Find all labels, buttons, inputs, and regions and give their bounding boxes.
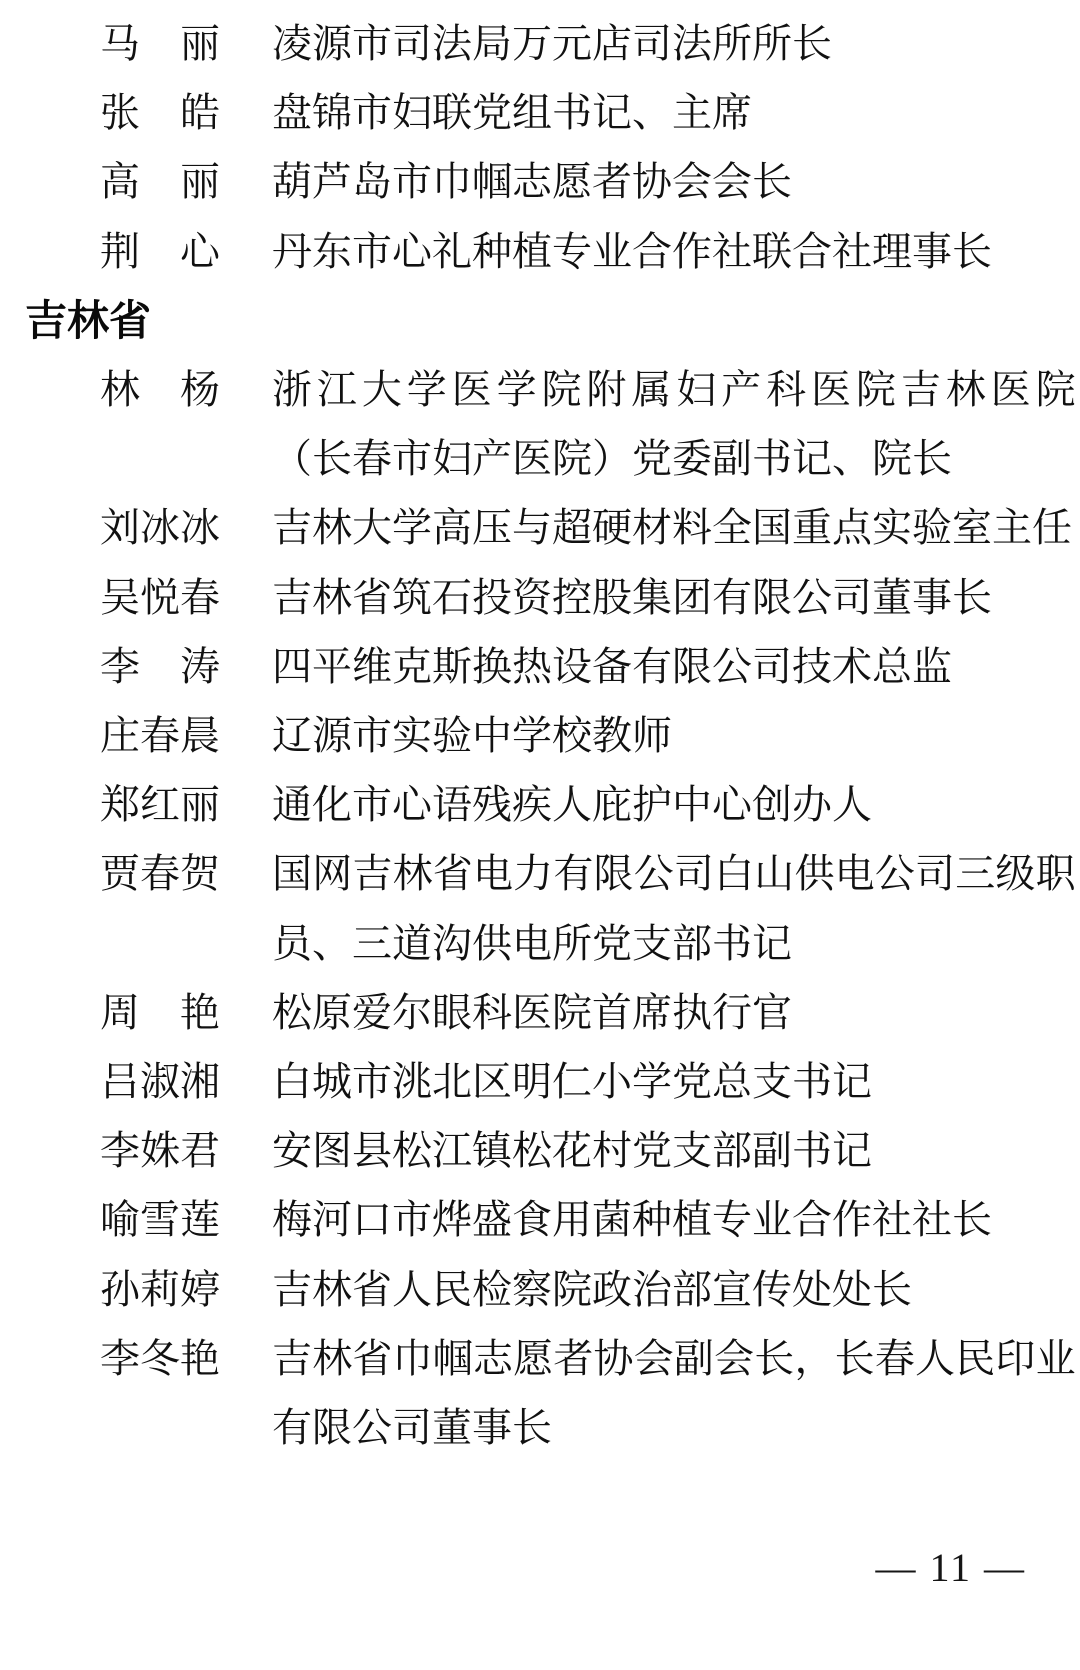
- person-position-line: 有限公司董事长: [272, 1405, 552, 1451]
- person-position-line: 吉林省筑石投资控股集团有限公司董事长: [272, 574, 992, 620]
- person-position-line: 盘锦市妇联党组书记、主席: [272, 90, 752, 136]
- person-name: 李 涛: [100, 643, 220, 689]
- person-position: [272, 563, 1072, 632]
- person-name: 马 丽: [100, 21, 220, 66]
- person-position-line: 凌源市司法局万元店司法所所长: [272, 21, 832, 66]
- list-item: [0, 770, 1080, 839]
- person-name: 郑红丽: [100, 782, 220, 828]
- person-name: 喻雪莲: [100, 1197, 220, 1243]
- person-position-line: 四平维克斯换热设备有限公司技术总监: [272, 643, 952, 689]
- person-position: [272, 1324, 1072, 1462]
- person-position: [272, 1116, 1072, 1185]
- person-position: [272, 1047, 1072, 1116]
- person-position: [272, 978, 1072, 1047]
- person-position-line: 安图县松江镇松花村党支部副书记: [272, 1128, 872, 1174]
- list-item: [0, 493, 1080, 562]
- list-item: [0, 355, 1080, 493]
- list-item: [0, 1047, 1080, 1116]
- person-name: 吕淑湘: [100, 1059, 220, 1105]
- person-position: [272, 147, 1072, 216]
- person-position: [272, 9, 1072, 78]
- person-name: 李姝君: [100, 1128, 220, 1174]
- list-item: [0, 9, 1080, 78]
- person-position-line: 辽源市实验中学校教师: [272, 713, 672, 759]
- person-name: 荆 心: [100, 228, 220, 274]
- person-position-line: 吉林省巾帼志愿者协会副会长，长春人民印业: [272, 1335, 1072, 1381]
- person-position: [272, 770, 1072, 839]
- list-item: [0, 147, 1080, 216]
- person-position-line: 白城市洮北区明仁小学党总支书记: [272, 1059, 872, 1105]
- list-item: [0, 632, 1080, 701]
- person-position: [272, 701, 1072, 770]
- person-name: 贾春贺: [100, 851, 220, 897]
- person-name: 刘冰冰: [100, 505, 220, 551]
- person-position-line: 葫芦岛市巾帼志愿者协会会长: [272, 159, 792, 205]
- list-item: [0, 78, 1080, 147]
- list-item: [0, 1116, 1080, 1185]
- person-name: 吴悦春: [100, 574, 220, 620]
- person-name: 孙莉婷: [100, 1266, 220, 1312]
- person-position-line: 浙江大学医学院附属妇产科医院吉林医院: [272, 367, 1072, 413]
- person-name: 周 艳: [100, 989, 220, 1035]
- list-item: [0, 839, 1080, 977]
- person-position: [272, 78, 1072, 147]
- person-name: 高 丽: [100, 159, 220, 205]
- page-number: — 11 —: [875, 1545, 1026, 1590]
- person-name: 李冬艳: [100, 1335, 220, 1381]
- list-item: [0, 701, 1080, 770]
- list-item: [0, 1255, 1080, 1324]
- person-position-line: 吉林大学高压与超硬材料全国重点实验室主任: [272, 505, 1072, 551]
- list-item: [0, 1185, 1080, 1254]
- person-name: 林 杨: [100, 367, 220, 413]
- section-header-jilin: 吉林省: [25, 296, 152, 344]
- list-item: [0, 217, 1080, 286]
- person-position: [272, 839, 1072, 977]
- person-position: [272, 217, 1072, 286]
- person-position: [272, 493, 1072, 562]
- person-position-line: 丹东市心礼种植专业合作社联合社理事长: [272, 228, 992, 274]
- list-item: [0, 563, 1080, 632]
- person-position-line: 通化市心语残疾人庇护中心创办人: [272, 782, 872, 828]
- honoree-list-jilin: [0, 355, 1080, 1462]
- person-position-line: 国网吉林省电力有限公司白山供电公司三级职: [272, 851, 1072, 897]
- person-position-line: 松原爱尔眼科医院首席执行官: [272, 989, 792, 1035]
- person-position: [272, 632, 1072, 701]
- person-position: [272, 355, 1072, 493]
- person-position: [272, 1255, 1072, 1324]
- list-item: [0, 978, 1080, 1047]
- person-position-line: （长春市妇产医院）党委副书记、院长: [272, 436, 952, 482]
- person-name: 庄春晨: [100, 713, 220, 759]
- person-position-line: 梅河口市烨盛食用菌种植专业合作社社长: [272, 1197, 992, 1243]
- person-position: [272, 1185, 1072, 1254]
- honoree-list-liaoning: [0, 9, 1080, 286]
- list-item: [0, 1324, 1080, 1462]
- person-name: 张 皓: [100, 90, 220, 136]
- person-position-line: 吉林省人民检察院政治部宣传处处长: [272, 1266, 912, 1312]
- person-position-line: 员、三道沟供电所党支部书记: [272, 920, 792, 966]
